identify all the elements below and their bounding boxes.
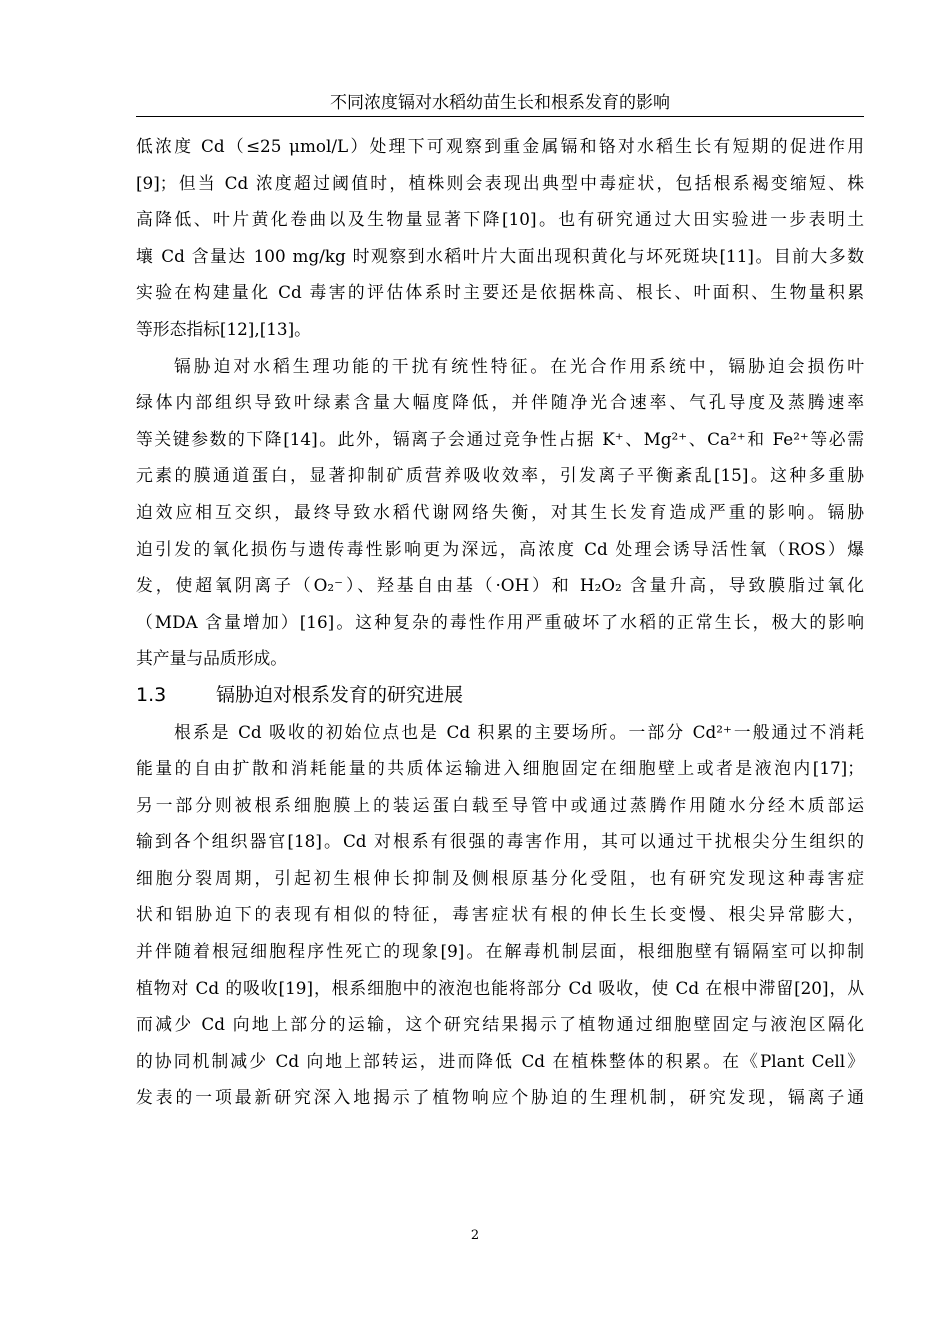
text-line: 植物对 Cd 的吸收[19]，根系细胞中的液泡也能将部分 Cd 吸收，使 Cd 在根中滞留[20]，从 <box>136 977 864 998</box>
text-line: 迫引发的氧化损伤与遗传毒性影响更为深远，高浓度 Cd 处理会诱导活性氧（ROS）爆 <box>136 538 864 559</box>
text-line: 低浓度 Cd（≤25 μmol/L）处理下可观察到重金属镉和铬对水稻生长有短期的促进作用 <box>136 136 864 156</box>
paragraph-3 <box>136 714 864 1117</box>
text-line: 壤 Cd 含量达 100 mg/kg 时观察到水稻叶片大面出现积黄化与坏死斑块[11]。目前大多数 <box>136 245 864 266</box>
page-number: 2 <box>470 1228 480 1243</box>
page-body <box>136 128 864 1116</box>
text-line: 并伴随着根冠细胞程序性死亡的现象[9]。在解毒机制层面，根细胞壁有镉隔室可以抑制 <box>136 941 864 962</box>
text-line: 实验在构建量化 Cd 毒害的评估体系时主要还是依据株高、根长、叶面积、生物量积累 <box>136 282 864 303</box>
text-line: 根系是 Cd 吸收的初始位点也是 Cd 积累的主要场所。一部分 Cd²⁺一般通过不消耗 <box>174 721 864 742</box>
text-line: 而减少 Cd 向地上部分的运输，这个研究结果揭示了植物通过细胞壁固定与液泡区隔化 <box>136 1014 864 1035</box>
text-line: 发，使超氧阴离子（O₂⁻）、羟基自由基（·OH）和 H₂O₂ 含量升高，导致膜脂过氧化 <box>136 575 864 596</box>
text-line: （MDA 含量增加）[16]。这种复杂的毒性作用严重破坏了水稻的正常生长，极大的影响 <box>136 611 864 632</box>
header-rule <box>136 116 864 117</box>
text-line: 细胞分裂周期，引起初生根伸长抑制及侧根原基分化受阻，也有研究发现这种毒害症 <box>136 867 864 888</box>
text-line: 发表的一项最新研究深入地揭示了植物响应个胁迫的生理机制，研究发现，镉离子通 <box>136 1087 864 1108</box>
text-line: 迫效应相互交织，最终导致水稻代谢网络失衡，对其生长发育造成严重的影响。镉胁 <box>136 501 864 522</box>
text-line: 高降低、叶片黄化卷曲以及生物量显著下降[10]。也有研究通过大田实验进一步表明土 <box>136 209 864 230</box>
paragraph-1 <box>136 128 864 348</box>
text-line: 等形态指标[12],[13]。 <box>136 318 311 339</box>
section-title: 镉胁迫对根系发育的研究进展 <box>216 683 464 706</box>
text-line: 状和铝胁迫下的表现有相似的特征，毒害症状有根的伸长生长变慢、根尖异常膨大， <box>136 904 864 925</box>
text-line: 绿体内部组织导致叶绿素含量大幅度降低，并伴随净光合速率、气孔导度及蒸腾速率 <box>136 392 864 413</box>
text-line: 的协同机制减少 Cd 向地上部转运，进而降低 Cd 在植株整体的积累。在《Plant Cell》 <box>136 1050 864 1071</box>
running-header: 不同浓度镉对水稻幼苗生长和根系发育的影响 <box>330 93 670 113</box>
text-line: [9]；但当 Cd 浓度超过阈值时，植株则会表现出典型中毒症状，包括根系褐变缩短、株 <box>136 172 864 193</box>
section-number: 1.3 <box>136 683 167 706</box>
section-heading <box>136 677 864 714</box>
text-line: 镉胁迫对水稻生理功能的干扰有统性特征。在光合作用系统中，镉胁迫会损伤叶 <box>174 355 864 376</box>
text-line: 等关键参数的下降[14]。此外，镉离子会通过竞争性占据 K⁺、Mg²⁺、Ca²⁺和 Fe²⁺等必需 <box>136 428 864 449</box>
paragraph-2 <box>136 348 864 677</box>
text-line: 另一部分则被根系细胞膜上的装运蛋白载至导管中或通过蒸腾作用随水分经木质部运 <box>136 794 864 815</box>
text-line: 能量的自由扩散和消耗能量的共质体运输进入细胞固定在细胞壁上或者是液泡内[17]； <box>136 758 864 779</box>
text-line: 其产量与品质形成。 <box>136 648 288 669</box>
text-line: 输到各个组织器官[18]。Cd 对根系有很强的毒害作用，其可以通过干扰根尖分生组织的 <box>136 831 864 852</box>
text-line: 元素的膜通道蛋白，显著抑制矿质营养吸收效率，引发离子平衡紊乱[15]。这种多重胁 <box>136 465 864 486</box>
